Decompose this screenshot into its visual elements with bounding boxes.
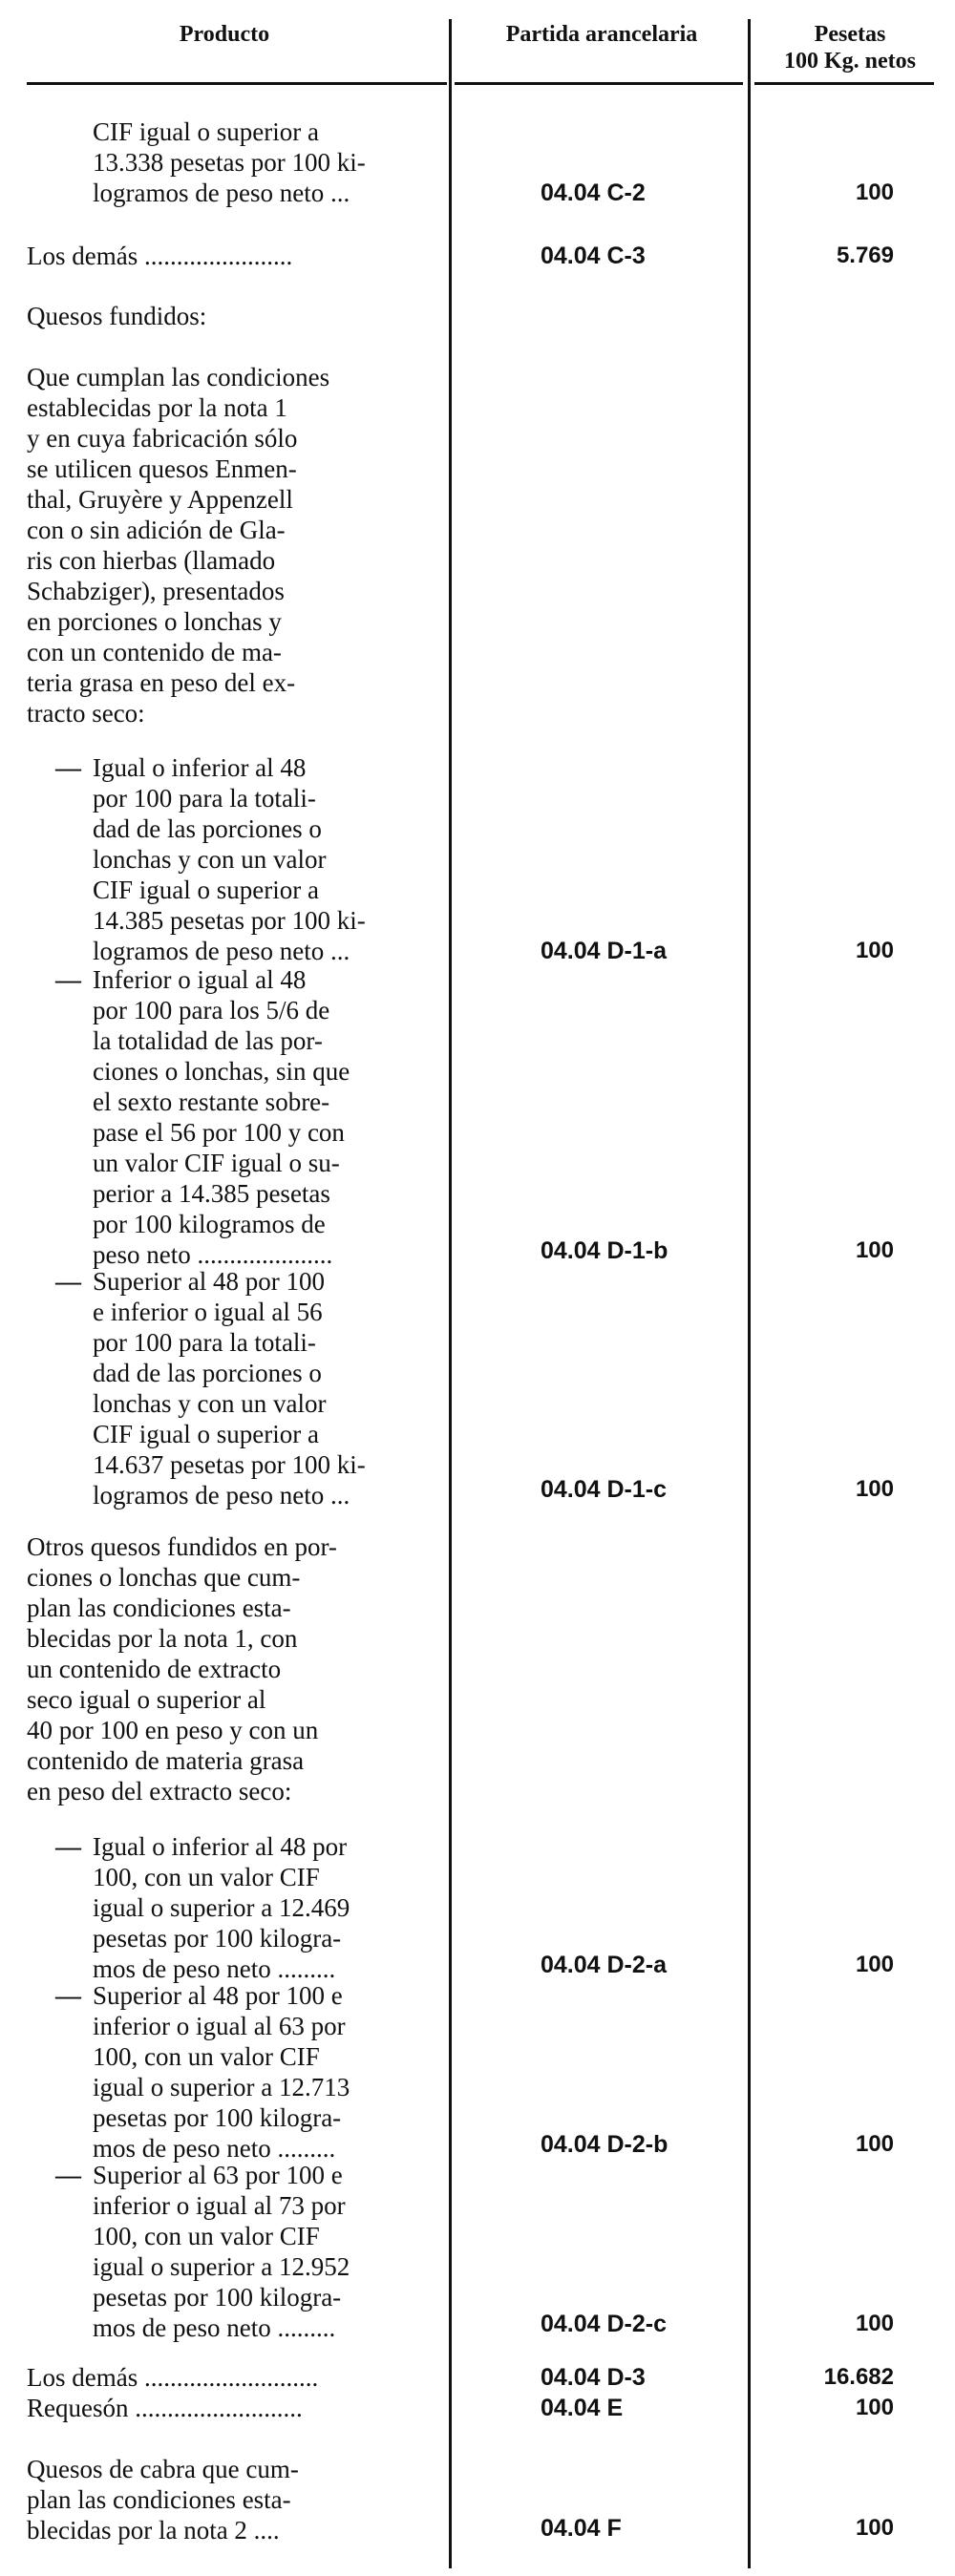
row-10-value: 100 xyxy=(855,2311,894,2336)
row-5-description: Inferior o igual al 48 por 100 para los 5/6 de la totalidad de las por- ciones o lonchas, sin que el sexto restante sobre- pase el 56 por 100 y con un valor CIF igual o su- perior a 14.385 pesetas por 100 kilogramos de peso neto ..................... xyxy=(93,965,350,1269)
header-rule-1 xyxy=(27,82,447,85)
row-3-description: Que cumplan las condiciones establecidas por la nota 1 y en cuya fabricación sólo se utilicen quesos Enmen- thal, Gruyère y Appenzell con o sin adición de Gla- ris con hierbas (llamado Schabziger), presentados en porciones o lonchas y con un contenido de ma- teria grasa en peso del ex- tracto seco: xyxy=(27,363,330,728)
header-pesetas-line1: Pesetas xyxy=(814,22,886,47)
row-12-code: 04.04 E xyxy=(541,2395,624,2421)
row-0-description: CIF igual o superior a 13.338 pesetas por 100 ki- logramos de peso neto ... xyxy=(93,117,366,207)
row-13-value: 100 xyxy=(855,2515,894,2541)
row-4-value: 100 xyxy=(855,938,894,963)
row-6-description: Superior al 48 por 100 e inferior o igual al 56 por 100 para la totali- dad de las porciones o lonchas y con un valor CIF igual o superior a 14.637 pesetas por 100 ki- logramos de peso neto ... xyxy=(93,1267,366,1510)
row-11-description: Los demás ........................... xyxy=(27,2363,319,2392)
row-12-value: 100 xyxy=(855,2395,894,2420)
row-5-code: 04.04 D-1-b xyxy=(541,1237,668,1264)
column-divider-1 xyxy=(449,19,452,2568)
row-8-dash: — xyxy=(55,1832,81,1861)
row-8-description: Igual o inferior al 48 por 100, con un valor CIF igual o superior a 12.469 pesetas por 100 kilogra- mos de peso neto ......... xyxy=(93,1832,350,1983)
row-4-code: 04.04 D-1-a xyxy=(541,938,668,964)
row-12-description: Requesón .......................... xyxy=(27,2394,303,2422)
row-5-value: 100 xyxy=(855,1237,894,1263)
row-9-description: Superior al 48 por 100 e inferior o igual al 63 por 100, con un valor CIF igual o superior a 12.713 pesetas por 100 kilogra- mos de peso neto ......... xyxy=(93,1981,350,2163)
row-13-description: Quesos de cabra que cum- plan las condiciones esta- blecidas por la nota 2 .... xyxy=(27,2455,299,2544)
row-6-value: 100 xyxy=(855,1476,894,1502)
header-pesetas xyxy=(754,21,945,74)
row-4-dash: — xyxy=(55,753,81,782)
row-6-dash: — xyxy=(55,1267,81,1296)
row-8-code: 04.04 D-2-a xyxy=(541,1952,668,1978)
row-4-description: Igual o inferior al 48 por 100 para la totali- dad de las porciones o lonchas y con un valor CIF igual o superior a 14.385 pesetas por 100 ki- logramos de peso neto ... xyxy=(93,753,366,965)
row-9-code: 04.04 D-2-b xyxy=(541,2131,668,2158)
row-10-code: 04.04 D-2-c xyxy=(541,2311,668,2337)
row-2-description: Quesos fundidos: xyxy=(27,302,207,330)
row-9-dash: — xyxy=(55,1981,81,2010)
header-rule-3 xyxy=(754,82,934,85)
column-divider-2 xyxy=(748,19,751,2568)
row-10-dash: — xyxy=(55,2161,81,2189)
header-partida: Partida arancelaria xyxy=(505,22,698,47)
row-0-code: 04.04 C-2 xyxy=(541,179,646,206)
row-8-value: 100 xyxy=(855,1952,894,1977)
row-5-dash: — xyxy=(55,965,81,994)
header-pesetas-line2: 100 Kg. netos xyxy=(784,49,916,74)
row-10-description: Superior al 63 por 100 e inferior o igual al 73 por 100, con un valor CIF igual o superior a 12.952 pesetas por 100 kilogra- mos de peso neto ......... xyxy=(93,2161,350,2342)
row-11-value: 16.682 xyxy=(823,2364,894,2390)
row-11-code: 04.04 D-3 xyxy=(541,2364,646,2391)
row-13-code: 04.04 F xyxy=(541,2515,622,2542)
row-1-description: Los demás ....................... xyxy=(27,242,293,270)
row-1-code: 04.04 C-3 xyxy=(541,243,646,269)
header-producto: Producto xyxy=(179,22,270,47)
row-9-value: 100 xyxy=(855,2131,894,2157)
header-rule-2 xyxy=(455,82,743,85)
row-6-code: 04.04 D-1-c xyxy=(541,1476,668,1503)
row-7-description: Otros quesos fundidos en por- ciones o lonchas que cum- plan las condiciones esta- blecidas por la nota 1, con un contenido de extracto seco igual o superior al 40 por 100 en peso y con un contenido de materia grasa en peso del extracto seco: xyxy=(27,1532,337,1805)
row-0-value: 100 xyxy=(855,179,894,205)
row-1-value: 5.769 xyxy=(836,243,894,268)
